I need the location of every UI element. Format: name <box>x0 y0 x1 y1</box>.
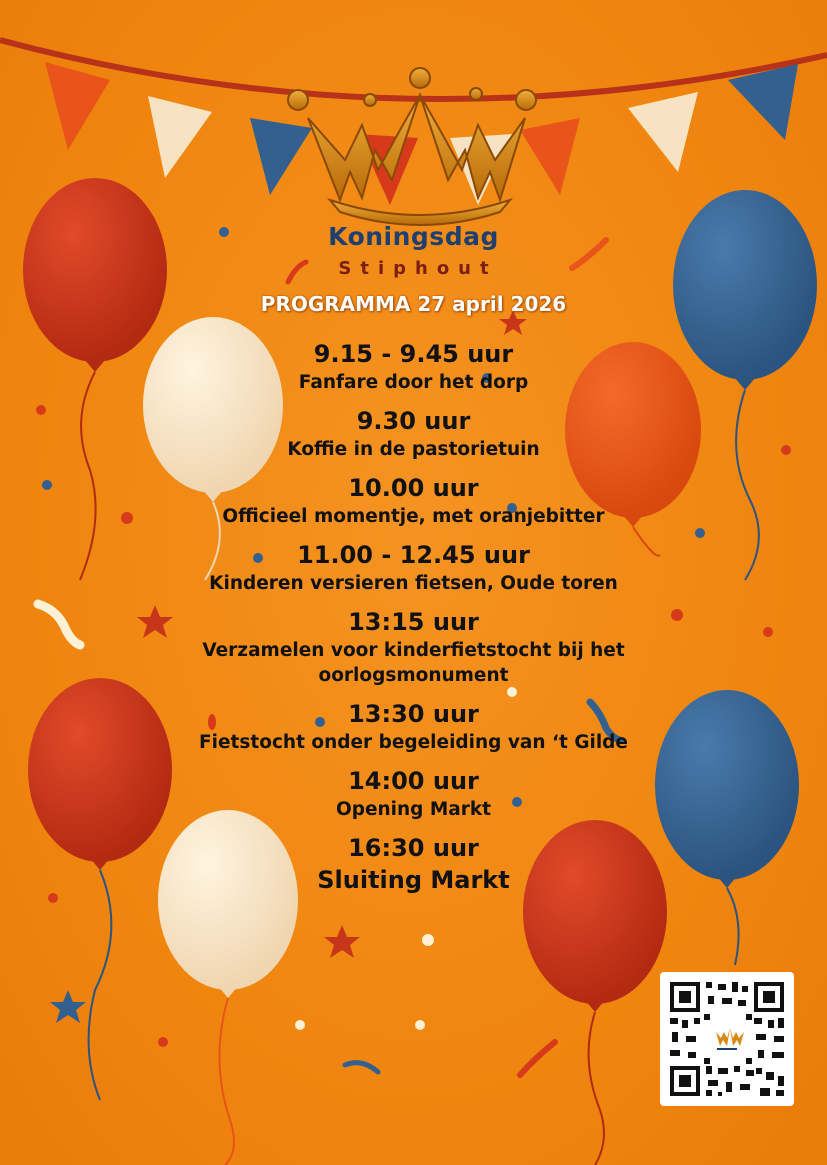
event-description: Fanfare door het dorp <box>298 372 529 393</box>
qr-code-icon[interactable] <box>660 972 794 1106</box>
bunting-flag-icon <box>45 62 110 150</box>
event-item <box>150 606 677 688</box>
star-icon <box>50 990 86 1023</box>
event-item <box>150 698 677 755</box>
event-description: Sluiting Markt <box>317 866 510 894</box>
event-time: 9.30 uur <box>356 407 471 435</box>
event-description: Opening Markt <box>335 799 492 820</box>
event-time: 13:15 uur <box>348 608 479 636</box>
bunting-flag-icon <box>250 118 312 195</box>
event-list <box>150 338 677 896</box>
brand-subtitle: Stiphout <box>338 258 498 279</box>
bunting-flag-icon <box>628 92 698 172</box>
event-description: Officieel momentje, met oranjebitter <box>222 506 605 527</box>
event-time: 11.00 - 12.45 uur <box>297 541 530 569</box>
event-item <box>150 765 677 822</box>
qr-code-graphic <box>660 972 794 1106</box>
program-header: PROGRAMMA 27 april 2026 <box>260 292 567 316</box>
brand-title: Koningsdag <box>328 222 499 251</box>
event-description: Kinderen versieren fietsen, Oude toren <box>209 573 618 594</box>
event-time: 9.15 - 9.45 uur <box>313 340 514 368</box>
event-item <box>150 405 677 462</box>
event-time: 13:30 uur <box>348 700 479 728</box>
event-time: 16:30 uur <box>348 834 479 862</box>
event-item <box>150 338 677 395</box>
bunting-flag-icon <box>148 96 212 178</box>
event-item <box>150 472 677 529</box>
event-item <box>150 539 677 596</box>
event-time: 10.00 uur <box>348 474 479 502</box>
event-item <box>150 832 677 896</box>
event-description: Fietstocht onder begeleiding van ‘t Gilde <box>199 732 628 753</box>
star-icon <box>324 925 360 958</box>
event-description: Verzamelen voor kinderfietstocht bij het oorlogsmonument <box>202 640 625 686</box>
event-time: 14:00 uur <box>348 767 479 795</box>
event-description: Koffie in de pastorietuin <box>287 439 540 460</box>
bunting-flag-icon <box>520 118 580 195</box>
